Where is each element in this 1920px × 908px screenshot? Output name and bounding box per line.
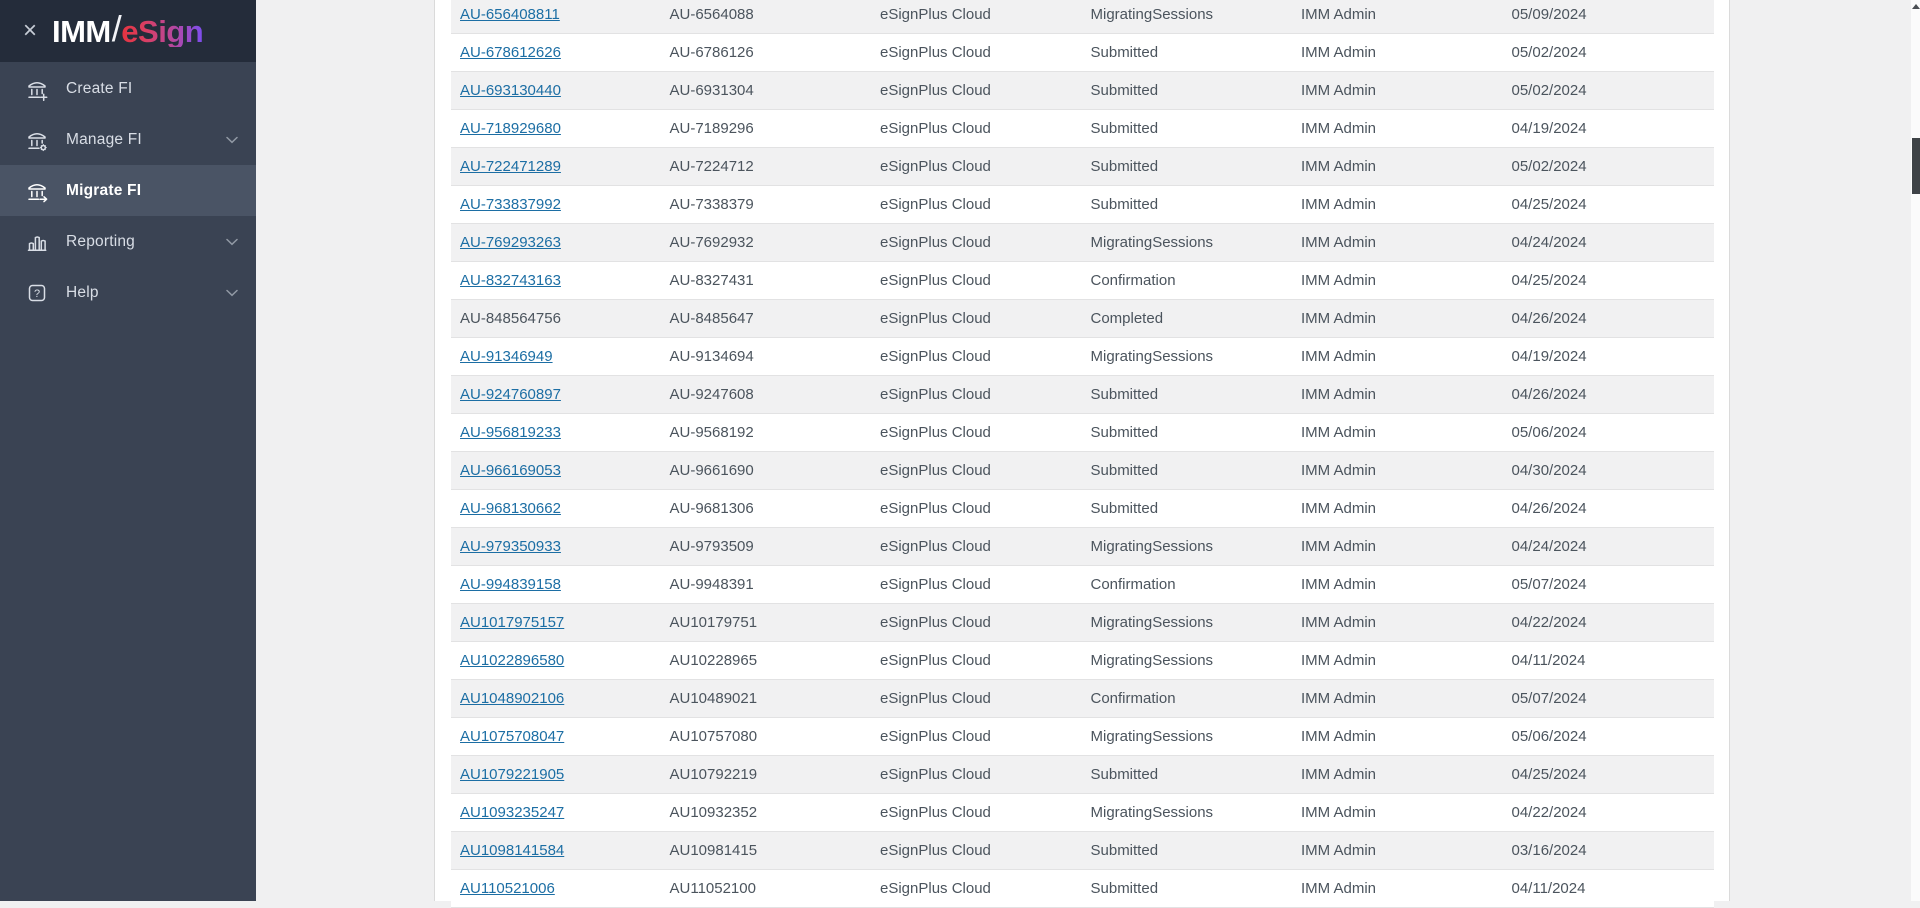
migrated-by-cell: IMM Admin [1301,44,1377,61]
id-cell [451,158,662,175]
sidebar-item-label: Manage FI [66,130,142,148]
migrated-by-cell: IMM Admin [1301,728,1377,745]
migrated-by-cell: IMM Admin [1301,766,1377,783]
sidebar [0,0,256,901]
migration-id-cell: AU-9793509 [669,538,754,555]
session-id-link[interactable]: AU1048902106 [460,690,565,707]
date-cell: 04/22/2024 [1511,804,1587,821]
date-cell: 04/22/2024 [1511,614,1587,631]
migrated-by-cell: IMM Admin [1301,880,1377,897]
migrated-by-cell: IMM Admin [1301,690,1377,707]
status-cell: Submitted [1090,462,1159,479]
id-cell [451,386,662,403]
id-cell [451,728,662,745]
session-id-link[interactable]: AU-769293263 [460,234,561,251]
table-row [451,832,1714,870]
session-id-link[interactable]: AU-968130662 [460,500,561,517]
sidebar-item-label: Migrate FI [66,181,142,199]
session-id-link[interactable]: AU1098141584 [460,842,565,859]
sidebar-item-create-fi[interactable] [0,63,256,114]
product-cell: eSignPlus Cloud [880,424,991,441]
table-row [451,604,1714,642]
migration-id-cell: AU-7224712 [669,158,754,175]
scrollbar-thumb[interactable] [1912,138,1920,194]
id-cell [451,462,662,479]
migration-id-cell: AU10179751 [669,614,758,631]
scrollbar-up-arrow-icon[interactable] [1912,4,1920,9]
migration-id-cell: AU-8327431 [669,272,754,289]
date-cell: 04/24/2024 [1511,234,1587,251]
migration-id-cell: AU10792219 [669,766,758,783]
status-cell: Submitted [1090,842,1159,859]
status-cell: Submitted [1090,196,1159,213]
id-cell [451,500,662,517]
date-cell: 04/25/2024 [1511,272,1587,289]
session-id-link[interactable]: AU1022896580 [460,652,565,669]
product-cell: eSignPlus Cloud [880,82,991,99]
product-cell: eSignPlus Cloud [880,6,991,23]
status-cell: Submitted [1090,158,1159,175]
migrated-by-cell: IMM Admin [1301,386,1377,403]
date-cell: 03/16/2024 [1511,842,1587,859]
status-cell: Submitted [1090,880,1159,897]
migration-id-cell: AU10757080 [669,728,758,745]
table-row [451,262,1714,300]
migration-id-cell: AU-6786126 [669,44,754,61]
status-cell: Submitted [1090,44,1159,61]
session-id-link[interactable]: AU-966169053 [460,462,561,479]
status-cell: MigratingSessions [1090,652,1214,669]
status-cell: Confirmation [1090,272,1176,289]
migrated-by-cell: IMM Admin [1301,576,1377,593]
session-id-link[interactable]: AU-91346949 [460,348,553,365]
date-cell: 04/25/2024 [1511,766,1587,783]
table-row [451,566,1714,604]
migration-id-cell: AU-9661690 [669,462,754,479]
status-cell: MigratingSessions [1090,538,1214,555]
migrated-by-cell: IMM Admin [1301,6,1377,23]
table-row [451,794,1714,832]
session-id-link[interactable]: AU-693130440 [460,82,561,99]
product-cell: eSignPlus Cloud [880,44,991,61]
table-row [451,528,1714,566]
table-row [451,756,1714,794]
product-cell: eSignPlus Cloud [880,272,991,289]
product-cell: eSignPlus Cloud [880,348,991,365]
product-cell: eSignPlus Cloud [880,196,991,213]
id-cell: AU-848564756 [460,310,561,327]
table-row [451,490,1714,528]
migrated-by-cell: IMM Admin [1301,424,1377,441]
date-cell: 04/24/2024 [1511,538,1587,555]
chevron-down-icon [226,289,238,297]
product-cell: eSignPlus Cloud [880,728,991,745]
session-id-link[interactable]: AU-733837992 [460,196,561,213]
session-id-link[interactable]: AU-956819233 [460,424,561,441]
status-cell: MigratingSessions [1090,348,1214,365]
session-id-link[interactable]: AU-678612626 [460,44,561,61]
status-cell: Confirmation [1090,690,1176,707]
migrated-by-cell: IMM Admin [1301,614,1377,631]
table-row [451,34,1714,72]
sidebar-item-manage-fi[interactable] [0,114,256,165]
status-cell: MigratingSessions [1090,804,1214,821]
date-cell: 05/07/2024 [1511,690,1587,707]
migration-id-cell: AU-7692932 [669,234,754,251]
migrated-by-cell: IMM Admin [1301,82,1377,99]
migrated-by-cell: IMM Admin [1301,120,1377,137]
bank-plus-icon [25,77,49,101]
migration-id-cell: AU10228965 [669,652,758,669]
date-cell: 05/02/2024 [1511,44,1587,61]
product-cell: eSignPlus Cloud [880,576,991,593]
migration-id-cell: AU-9134694 [669,348,754,365]
status-cell: Confirmation [1090,576,1176,593]
table-row [451,452,1714,490]
date-cell: 04/25/2024 [1511,196,1587,213]
session-id-link[interactable]: AU-656408811 [460,6,560,23]
table-row [451,870,1714,908]
migration-id-cell: AU-9948391 [669,576,754,593]
logo-imm-text: IMM [52,13,111,49]
table-row [451,718,1714,756]
product-cell: eSignPlus Cloud [880,158,991,175]
migrated-by-cell: IMM Admin [1301,158,1377,175]
date-cell: 04/19/2024 [1511,348,1587,365]
id-cell [451,196,662,213]
migrated-by-cell: IMM Admin [1301,500,1377,517]
migrated-by-cell: IMM Admin [1301,196,1377,213]
table-row [451,148,1714,186]
status-cell: MigratingSessions [1090,728,1214,745]
product-cell: eSignPlus Cloud [880,804,991,821]
product-cell: eSignPlus Cloud [880,462,991,479]
migrated-by-cell: IMM Admin [1301,538,1377,555]
migration-id-cell: AU-6564088 [669,6,754,23]
content-panel [434,0,1730,901]
chevron-down-icon [226,238,238,246]
status-cell: Completed [1090,310,1164,327]
id-cell [451,6,662,23]
date-cell: 04/11/2024 [1511,652,1586,669]
migration-id-cell: AU-9247608 [669,386,754,403]
migrated-by-cell: IMM Admin [1301,462,1377,479]
id-cell [451,804,662,821]
migration-table [451,0,1714,908]
product-cell: eSignPlus Cloud [880,690,991,707]
sidebar-item-label: Help [66,283,99,301]
migration-id-cell: AU11052100 [669,880,756,897]
status-cell: Submitted [1090,766,1159,783]
id-cell [451,766,662,783]
id-cell [451,880,662,897]
session-id-link[interactable]: AU1075708047 [460,728,565,745]
logo-slash: / [111,8,122,49]
migration-id-cell: AU-6931304 [669,82,754,99]
session-id-link[interactable]: AU-718929680 [460,120,561,137]
date-cell: 04/30/2024 [1511,462,1587,479]
migration-id-cell: AU10932352 [669,804,758,821]
date-cell: 05/06/2024 [1511,424,1587,441]
date-cell: 05/02/2024 [1511,82,1587,99]
session-id-link[interactable]: AU-979350933 [460,538,561,555]
sidebar-item-help[interactable] [0,267,256,318]
table-row [451,338,1714,376]
id-cell [451,44,662,61]
date-cell: 05/06/2024 [1511,728,1587,745]
table-row [451,414,1714,452]
product-cell: eSignPlus Cloud [880,500,991,517]
date-cell: 04/26/2024 [1511,310,1587,327]
bank-gear-icon [25,128,49,152]
product-cell: eSignPlus Cloud [880,386,991,403]
table-row [451,0,1714,34]
migration-id-cell: AU-9681306 [669,500,754,517]
table-row [451,300,1714,338]
sidebar-item-migrate-fi[interactable] [0,165,256,216]
product-cell: eSignPlus Cloud [880,766,991,783]
date-cell: 04/11/2024 [1511,880,1586,897]
date-cell: 04/19/2024 [1511,120,1587,137]
help-icon [25,281,49,305]
table-row [451,186,1714,224]
migrated-by-cell: IMM Admin [1301,310,1377,327]
table-row [451,642,1714,680]
table-row [451,680,1714,718]
status-cell: Submitted [1090,120,1159,137]
sidebar-item-label: Create FI [66,79,133,97]
sidebar-item-label: Reporting [66,232,136,250]
svg-text:?: ? [33,287,41,300]
migrated-by-cell: IMM Admin [1301,804,1377,821]
table-row [451,110,1714,148]
product-cell: eSignPlus Cloud [880,652,991,669]
status-cell: Submitted [1090,386,1159,403]
migrated-by-cell: IMM Admin [1301,842,1377,859]
sidebar-nav [0,62,256,318]
id-cell [451,690,662,707]
id-cell [451,234,662,251]
id-cell [451,652,662,669]
session-id-link[interactable]: AU110521006 [460,880,555,897]
migration-id-cell: AU-7189296 [669,120,754,137]
session-id-link[interactable]: AU-924760897 [460,386,561,403]
migration-id-cell: AU-8485647 [669,310,754,327]
session-id-link[interactable]: AU-722471289 [460,158,561,175]
date-cell: 04/26/2024 [1511,386,1587,403]
product-cell: eSignPlus Cloud [880,120,991,137]
id-cell [451,576,662,593]
table-row [451,376,1714,414]
status-cell: MigratingSessions [1090,234,1214,251]
product-cell: eSignPlus Cloud [880,234,991,251]
session-id-link[interactable]: AU1079221905 [460,766,565,783]
id-cell [451,842,662,859]
session-id-link[interactable]: AU1093235247 [460,804,565,821]
id-cell [451,120,662,137]
date-cell: 05/09/2024 [1511,6,1587,23]
migration-id-cell: AU10489021 [669,690,758,707]
status-cell: Submitted [1090,500,1159,517]
migrated-by-cell: IMM Admin [1301,272,1377,289]
product-cell: eSignPlus Cloud [880,614,991,631]
sidebar-item-reporting[interactable] [0,216,256,267]
app-logo [52,8,204,50]
date-cell: 04/26/2024 [1511,500,1587,517]
product-cell: eSignPlus Cloud [880,842,991,859]
close-icon[interactable]: × [16,17,44,45]
id-cell [451,82,662,99]
id-cell [451,614,662,631]
page-scrollbar[interactable] [1911,0,1920,901]
status-cell: Submitted [1090,82,1159,99]
sidebar-header [0,0,256,62]
status-cell: Submitted [1090,424,1159,441]
id-cell [451,538,662,555]
id-cell [451,272,662,289]
date-cell: 05/07/2024 [1511,576,1587,593]
id-cell [451,348,662,365]
migration-id-cell: AU-7338379 [669,196,754,213]
bank-arrow-icon [25,179,49,203]
migrated-by-cell: IMM Admin [1301,652,1377,669]
status-cell: MigratingSessions [1090,6,1214,23]
logo-esign-text: eSign [121,13,204,49]
date-cell: 05/02/2024 [1511,158,1587,175]
migrated-by-cell: IMM Admin [1301,234,1377,251]
session-id-link[interactable]: AU-994839158 [460,576,561,593]
product-cell: eSignPlus Cloud [880,538,991,555]
table-row [451,224,1714,262]
migration-id-cell: AU-9568192 [669,424,754,441]
status-cell: MigratingSessions [1090,614,1214,631]
session-id-link[interactable]: AU-832743163 [460,272,561,289]
id-cell [451,424,662,441]
table-row [451,72,1714,110]
bar-chart-icon [25,230,49,254]
product-cell: eSignPlus Cloud [880,310,991,327]
session-id-link[interactable]: AU1017975157 [460,614,565,631]
chevron-down-icon [226,136,238,144]
product-cell: eSignPlus Cloud [880,880,991,897]
migration-id-cell: AU10981415 [669,842,758,859]
migrated-by-cell: IMM Admin [1301,348,1377,365]
